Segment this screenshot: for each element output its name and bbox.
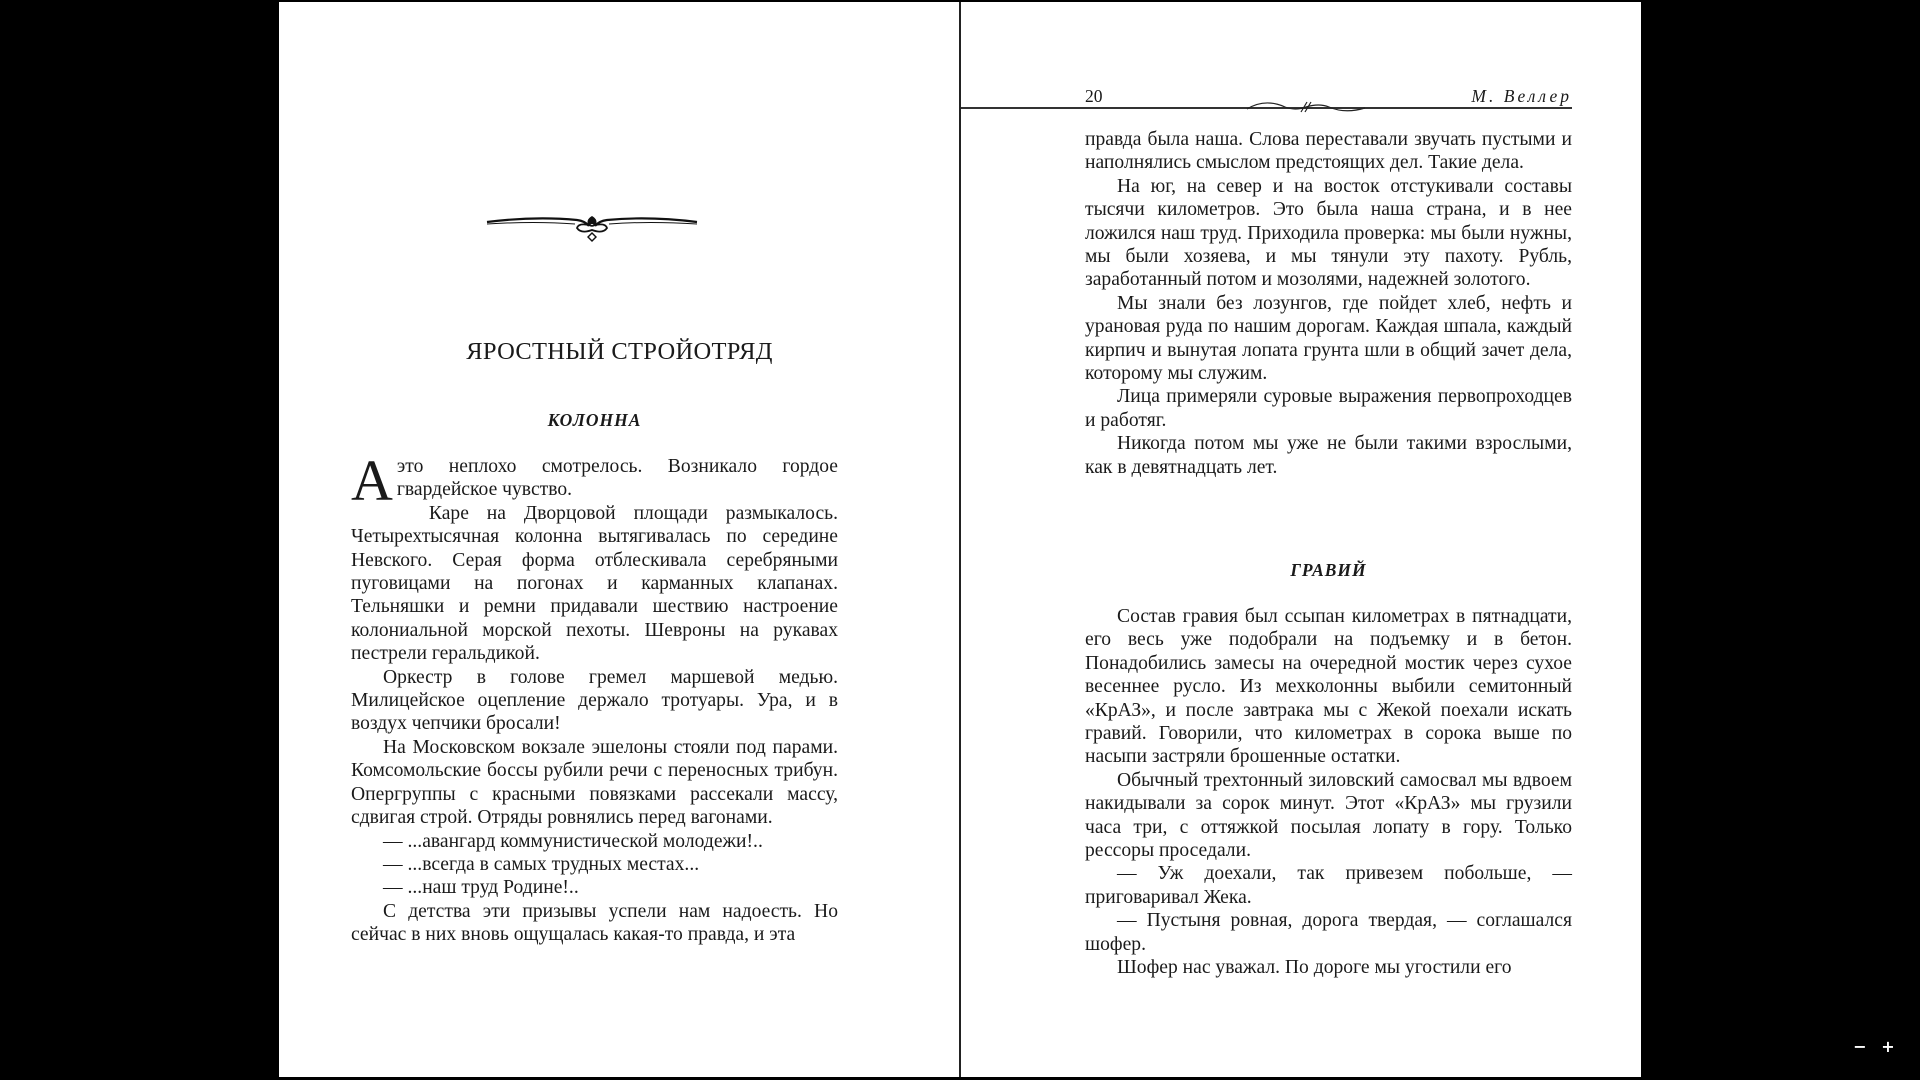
- paragraph: На юг, на север и на восток отстукивали составы тысячи километров. Это была наша страна, и в нее ложился наш труд. Приходила проверка: мы были нужны, мы были хозяева, и мы тянули эту пахоту. Рубль, заработанный потом и мозолями, надежней золотого.: [1085, 175, 1572, 291]
- right-page-text-bottom: [1085, 605, 1572, 980]
- right-page: [961, 2, 1641, 1077]
- section-title-graviy: ГРАВИЙ: [1290, 560, 1367, 580]
- dialogue-line: — ...авангард коммунистической молодежи!..: [383, 830, 763, 852]
- right-page-text-top: [1085, 128, 1572, 479]
- paragraph: Лица примеряли суровые выражения первопроходцев и работяг.: [1085, 386, 1572, 431]
- paragraph-text: это неплохо смотрелось. Возникало гордое гвардейское чувство.: [396, 456, 838, 501]
- paragraph: [351, 448, 838, 513]
- drop-cap: А: [351, 448, 393, 513]
- dialogue-line: — Уж доехали, так привезем побольше, — приговаривал Жека.: [1085, 863, 1572, 908]
- paragraph: Шофер нас уважал. По дороге мы угостили его: [1117, 957, 1512, 979]
- left-page: [279, 2, 960, 1077]
- zoom-in-button[interactable]: +: [1881, 1037, 1895, 1056]
- ornament-divider-icon: [485, 212, 699, 244]
- zoom-out-button[interactable]: −: [1853, 1037, 1867, 1056]
- paragraph: С детства эти призывы успели нам надоесть. Но сейчас в них вновь ощущалась какая-то правда, и эта: [351, 900, 838, 946]
- paragraph: Никогда потом мы уже не были такими взрослыми, как в девятнадцать лет.: [1085, 433, 1572, 478]
- paragraph: Каре на Дворцовой площади размыкалось. Четырехтысячная колонна вытягивалась по середине Невского. Серая форма отблескивала серебряными пуговицами на погонах и карманных клапанах. Тельняшки и ремни придавали шествию настроение колониальной морской пехоты. Шевроны на рукавах пестрели геральдикой.: [351, 502, 838, 665]
- paragraph: Состав гравия был ссыпан километрах в пятнадцати, его весь уже подобрали на подъемку и в бетон. Понадобились замесы на очередной мостик через сухое весеннее русло. Из мехколонны выбили семитонный «КрАЗ», и после завтрака мы с Жекой поехали искать гравий. Говорили, что километрах в сорока выше по насыпи застряли брошенные остатки.: [1085, 606, 1572, 768]
- dialogue-line: — ...наш труд Родине!..: [383, 877, 579, 899]
- chapter-title: ЯРОСТНЫЙ СТРОЙОТРЯД: [466, 338, 773, 365]
- left-page-text: [351, 448, 838, 947]
- paragraph: Оркестр в голове гремел маршевой медью. Милицейское оцепление держало тротуары. Ура, и в воздух чепчики бросали!: [351, 666, 838, 735]
- dialogue-line: — Пустыня ровная, дорога твердая, — соглашался шофер.: [1085, 910, 1572, 955]
- author-name: М. Веллер: [1471, 86, 1572, 106]
- dialogue-line: — ...всегда в самых трудных местах...: [383, 853, 700, 875]
- header-flourish-icon: [1245, 98, 1367, 120]
- page-number: 20: [1085, 86, 1103, 106]
- section-title-kolonna: КОЛОННА: [547, 410, 642, 430]
- zoom-controls: [1850, 1036, 1910, 1060]
- paragraph: На Московском вокзале эшелоны стояли под парами. Комсомольские боссы рубили речи с переносных трибун. Опергруппы с красными повязками рассекали массу, сдвигая строй. Отряды ровнялись перед вагонами.: [351, 736, 838, 829]
- paragraph: правда была наша. Слова переставали звучать пустыми и наполнялись смыслом предстоящих дел. Такие дела.: [1085, 129, 1572, 174]
- paragraph: Обычный трехтонный зиловский самосвал мы вдвоем накидывали за сорок минут. Этот «КрАЗ» мы грузили часа три, с оттяжкой посылая лопату в гору. Только рессоры проседали.: [1085, 769, 1572, 862]
- paragraph: Мы знали без лозунгов, где пойдет хлеб, нефть и урановая руда по нашим дорогам. Каждая шпала, каждый кирпич и вынутая лопата грунта шли в общий зачет дела, которому мы служим.: [1085, 292, 1572, 385]
